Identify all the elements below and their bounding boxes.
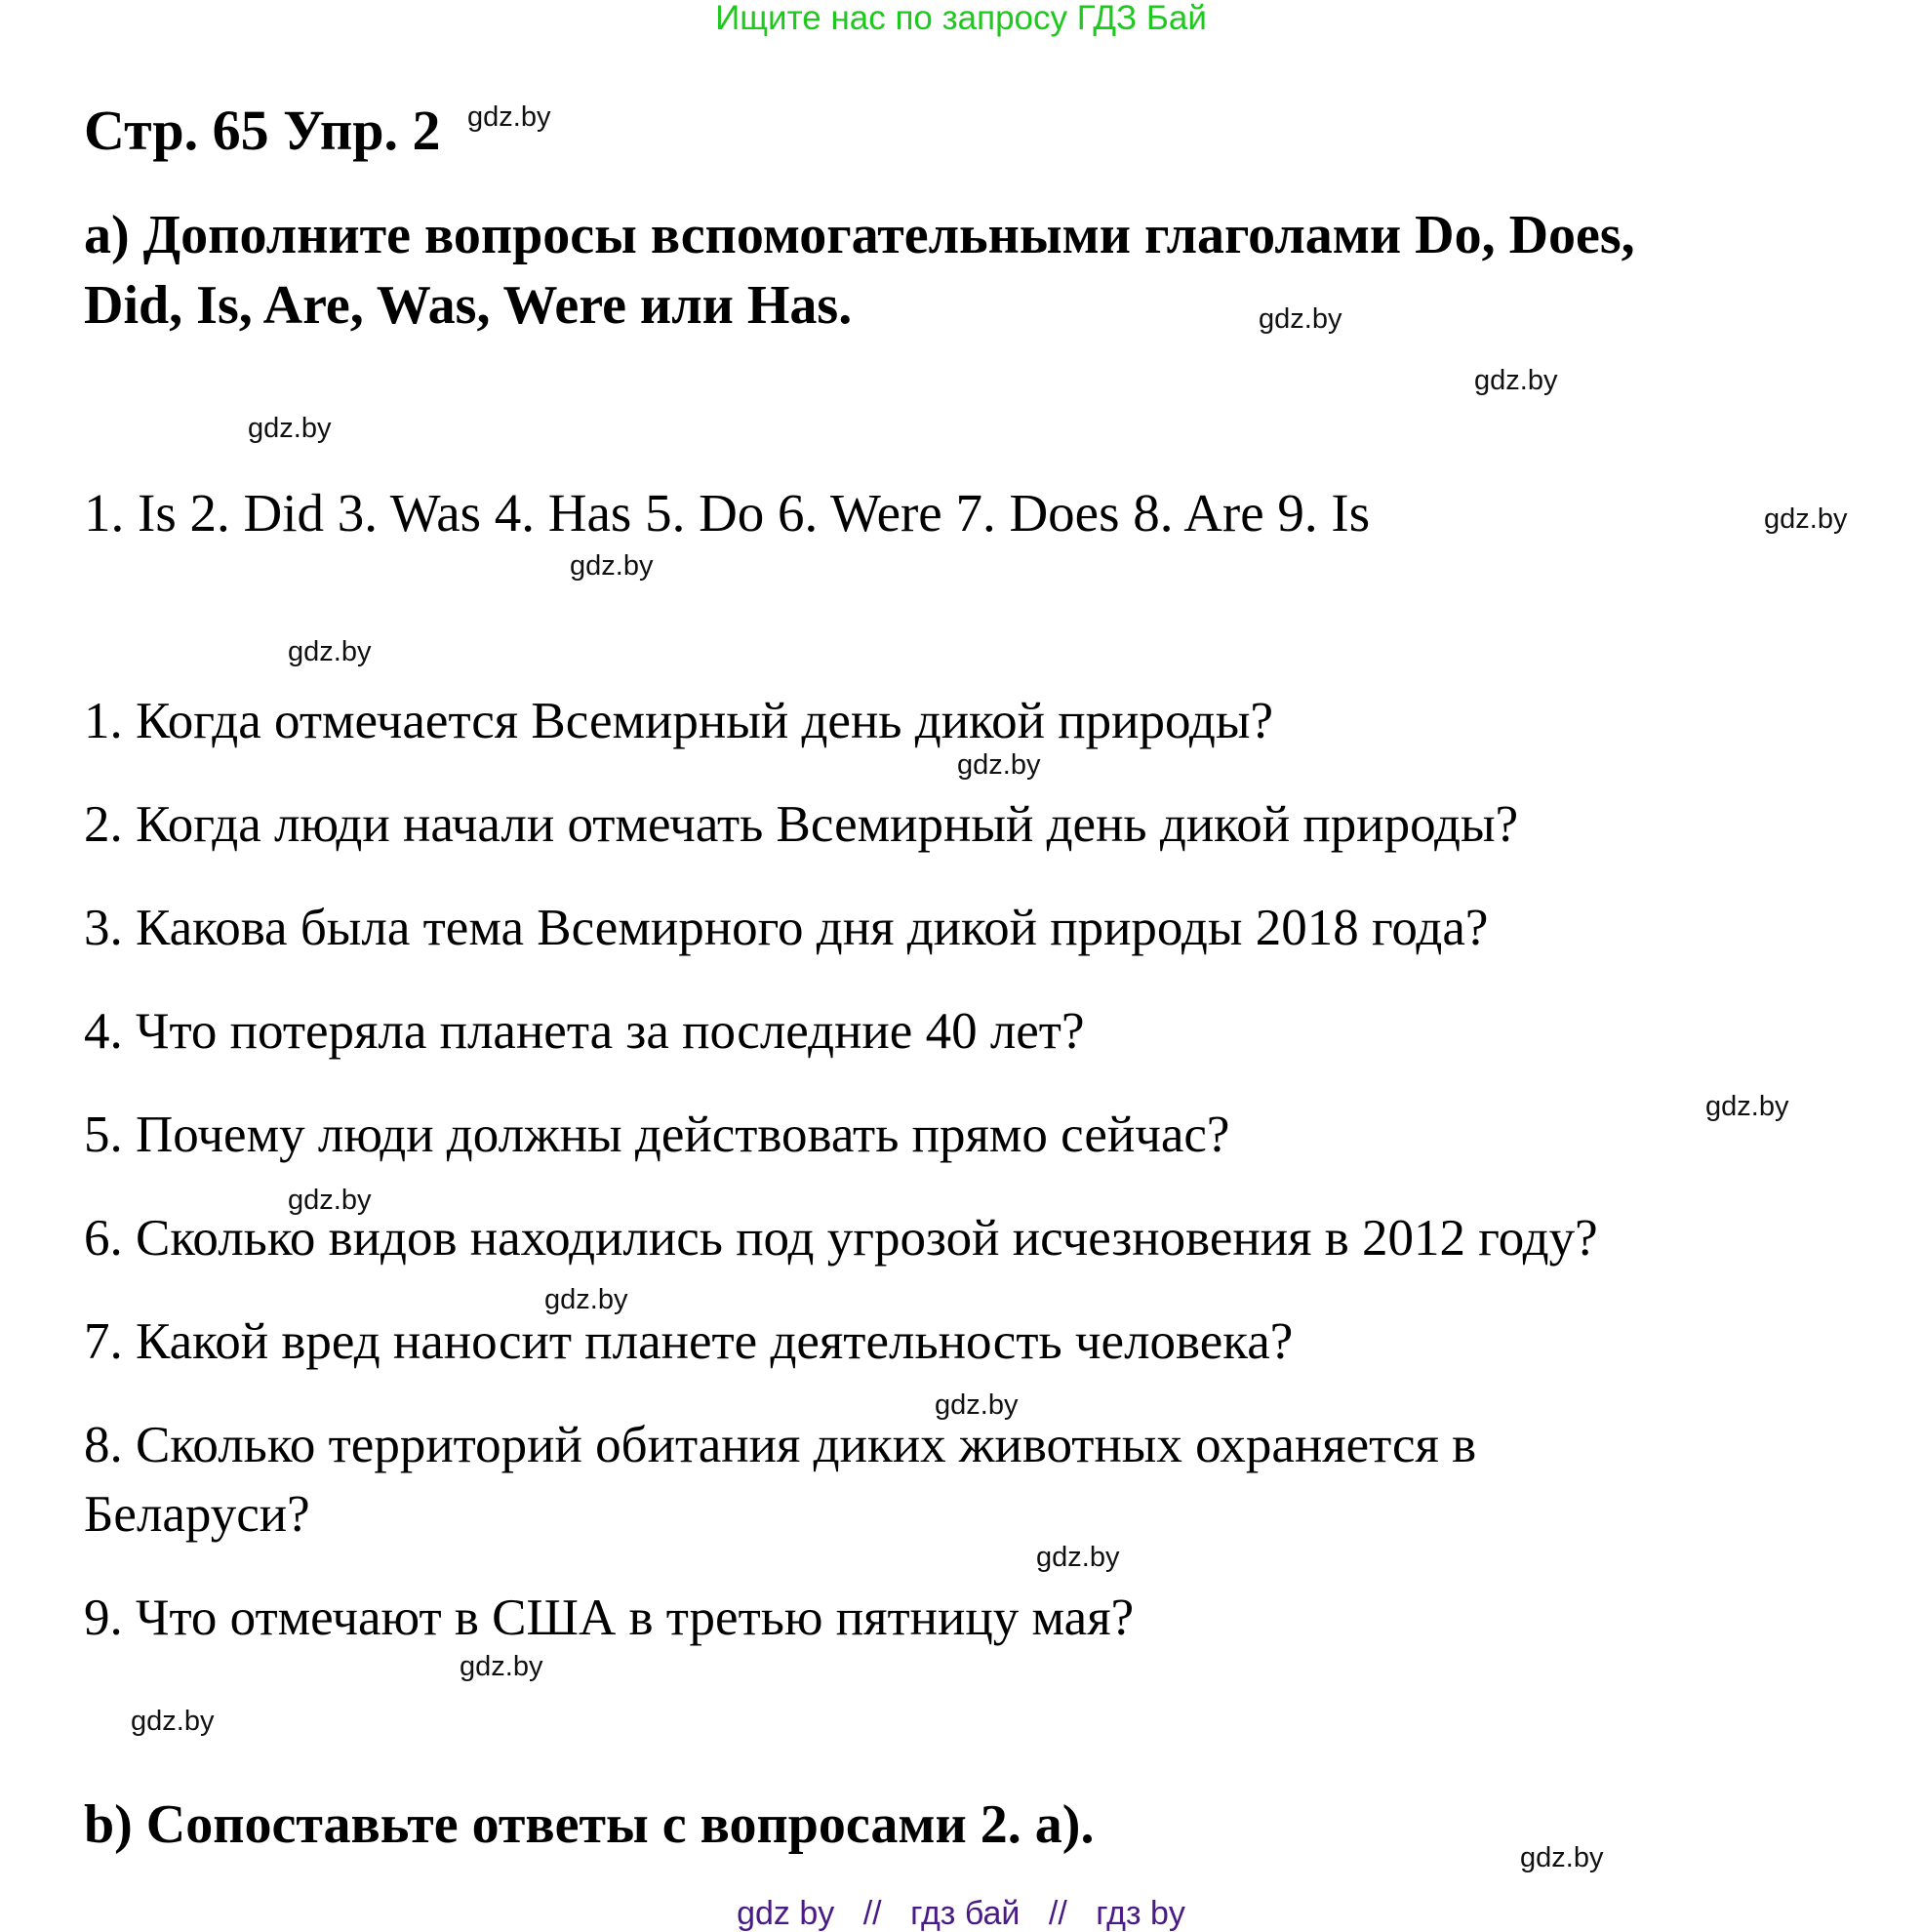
question-2: 2. Когда люди начали отмечать Всемирный день дикой природы?	[84, 796, 1519, 853]
watermark: gdz.by	[288, 636, 372, 667]
question-9: 9. Что отмечают в США в третью пятницу мая?	[84, 1590, 1135, 1646]
question-1: 1. Когда отмечается Всемирный день дикой природы?	[84, 693, 1274, 749]
watermark: gdz.by	[1474, 365, 1558, 396]
watermark: gdz.by	[1259, 303, 1342, 335]
answers-line: 1. Is 2. Did 3. Was 4. Has 5. Do 6. Were 7. Does 8. Are 9. Is	[84, 483, 1371, 543]
watermark: gdz.by	[1520, 1842, 1604, 1873]
search-banner: Ищите нас по запросу ГДЗ Бай	[715, 0, 1207, 37]
watermark: gdz.by	[1036, 1542, 1120, 1573]
watermark: gdz.by	[288, 1185, 372, 1216]
watermark: gdz.by	[460, 1651, 543, 1682]
footer-separator: //	[862, 1895, 882, 1932]
footer-link-gdz-by[interactable]: gdz by	[737, 1895, 835, 1932]
question-7: 7. Какой вред наносит планете деятельность человека?	[84, 1313, 1294, 1370]
question-8-line2: Беларуси?	[84, 1486, 310, 1543]
watermark: gdz.by	[1764, 503, 1848, 535]
question-6: 6. Сколько видов находились под угрозой исчезновения в 2012 году?	[84, 1210, 1598, 1267]
question-8-line1: 8. Сколько территорий обитания диких животных охраняется в	[84, 1417, 1477, 1473]
watermark: gdz.by	[935, 1389, 1019, 1421]
page-title: Стр. 65 Упр. 2	[84, 99, 441, 162]
watermark: gdz.by	[570, 550, 654, 582]
footer-separator: //	[1048, 1895, 1067, 1932]
footer-links	[0, 1897, 1922, 1930]
watermark: gdz.by	[248, 413, 332, 444]
footer-link-gdz-bai[interactable]: гдз бай	[910, 1895, 1021, 1932]
watermark: gdz.by	[957, 749, 1041, 781]
question-4: 4. Что потеряла планета за последние 40 лет?	[84, 1003, 1085, 1060]
question-5: 5. Почему люди должны действовать прямо сейчас?	[84, 1107, 1230, 1163]
watermark: gdz.by	[467, 101, 551, 133]
question-3: 3. Какова была тема Всемирного дня дикой природы 2018 года?	[84, 900, 1489, 956]
footer-link-gdz-by-cyr[interactable]: гдз by	[1096, 1895, 1185, 1932]
watermark: gdz.by	[131, 1706, 215, 1737]
task-a-heading-line2: Did, Is, Are, Was, Were или Has.	[84, 275, 853, 336]
watermark: gdz.by	[1705, 1091, 1789, 1122]
watermark: gdz.by	[544, 1284, 628, 1315]
task-a-heading-line1: a) Дополните вопросы вспомогательными глаголами Do, Does,	[84, 205, 1635, 265]
task-b-heading: b) Сопоставьте ответы с вопросами 2. a).	[84, 1794, 1095, 1855]
